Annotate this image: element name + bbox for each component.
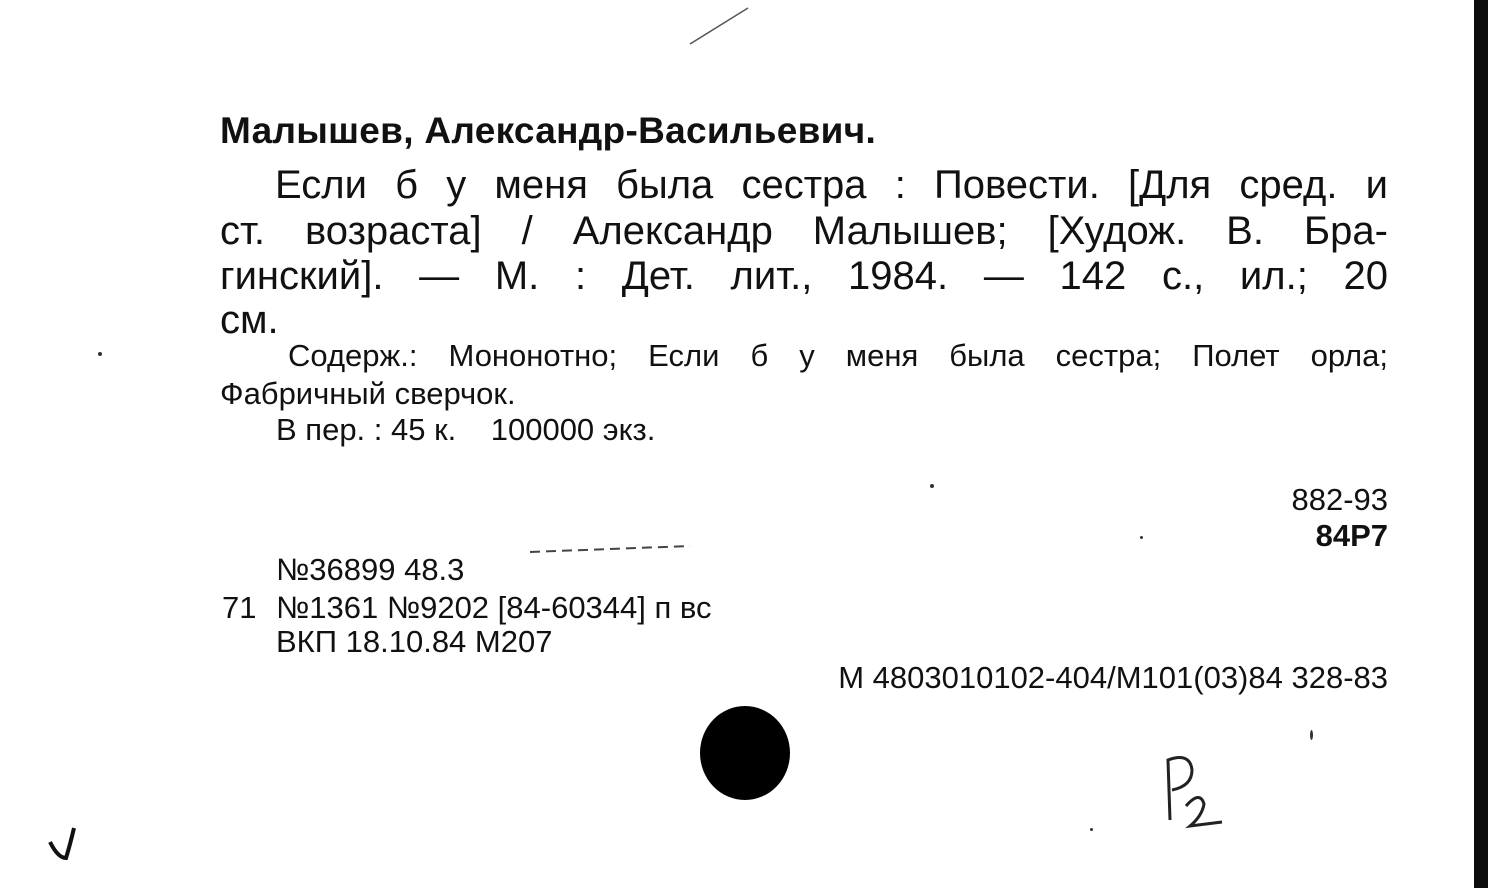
catalog-line-3: ВКП 18.10.84 М207 [276, 624, 553, 659]
index-line: М 4803010102-404/М101(03)84 328-83 [838, 660, 1388, 695]
contents-line-2: Фабричный сверчок. [220, 376, 516, 411]
handwritten-r-stroke [1168, 758, 1192, 820]
handwritten-2-stroke [1186, 797, 1222, 826]
faint-dash [530, 546, 690, 552]
description-line-3: гинский]. — М. : Дет. лит., 1984. — 142 с., ил.; 20 [220, 254, 1388, 298]
contents-line-1: Содерж.: Мононотно; Если б у меня была сестра; Полет орла; [288, 338, 1388, 373]
speck [930, 484, 934, 488]
speck [1090, 828, 1093, 831]
bbk-index: 84Р7 [1315, 518, 1388, 553]
check-mark [50, 828, 74, 858]
speck [1310, 730, 1313, 740]
catalog-line-2: №1361 №9202 [84-60344] п вс [276, 590, 712, 625]
catalog-line-1: №36899 48.3 [276, 552, 465, 587]
udc-index: 882-93 [1291, 482, 1388, 517]
description-line-1: Если б у меня была сестра : Повести. [Для сред. и [275, 163, 1388, 207]
catalog-line-2-prefix: 71 [222, 590, 257, 625]
author-heading: Малышев, Александр-Васильевич. [220, 110, 877, 151]
description-line-4: см. [220, 298, 279, 342]
pencil-stroke [690, 8, 748, 44]
price-line: В пер. : 45 к. 100000 экз. [276, 412, 656, 447]
description-line-2: ст. возраста] / Александр Малышев; [Худож. В. Бра- [220, 209, 1388, 253]
speck [98, 352, 102, 356]
speck [1140, 536, 1143, 539]
